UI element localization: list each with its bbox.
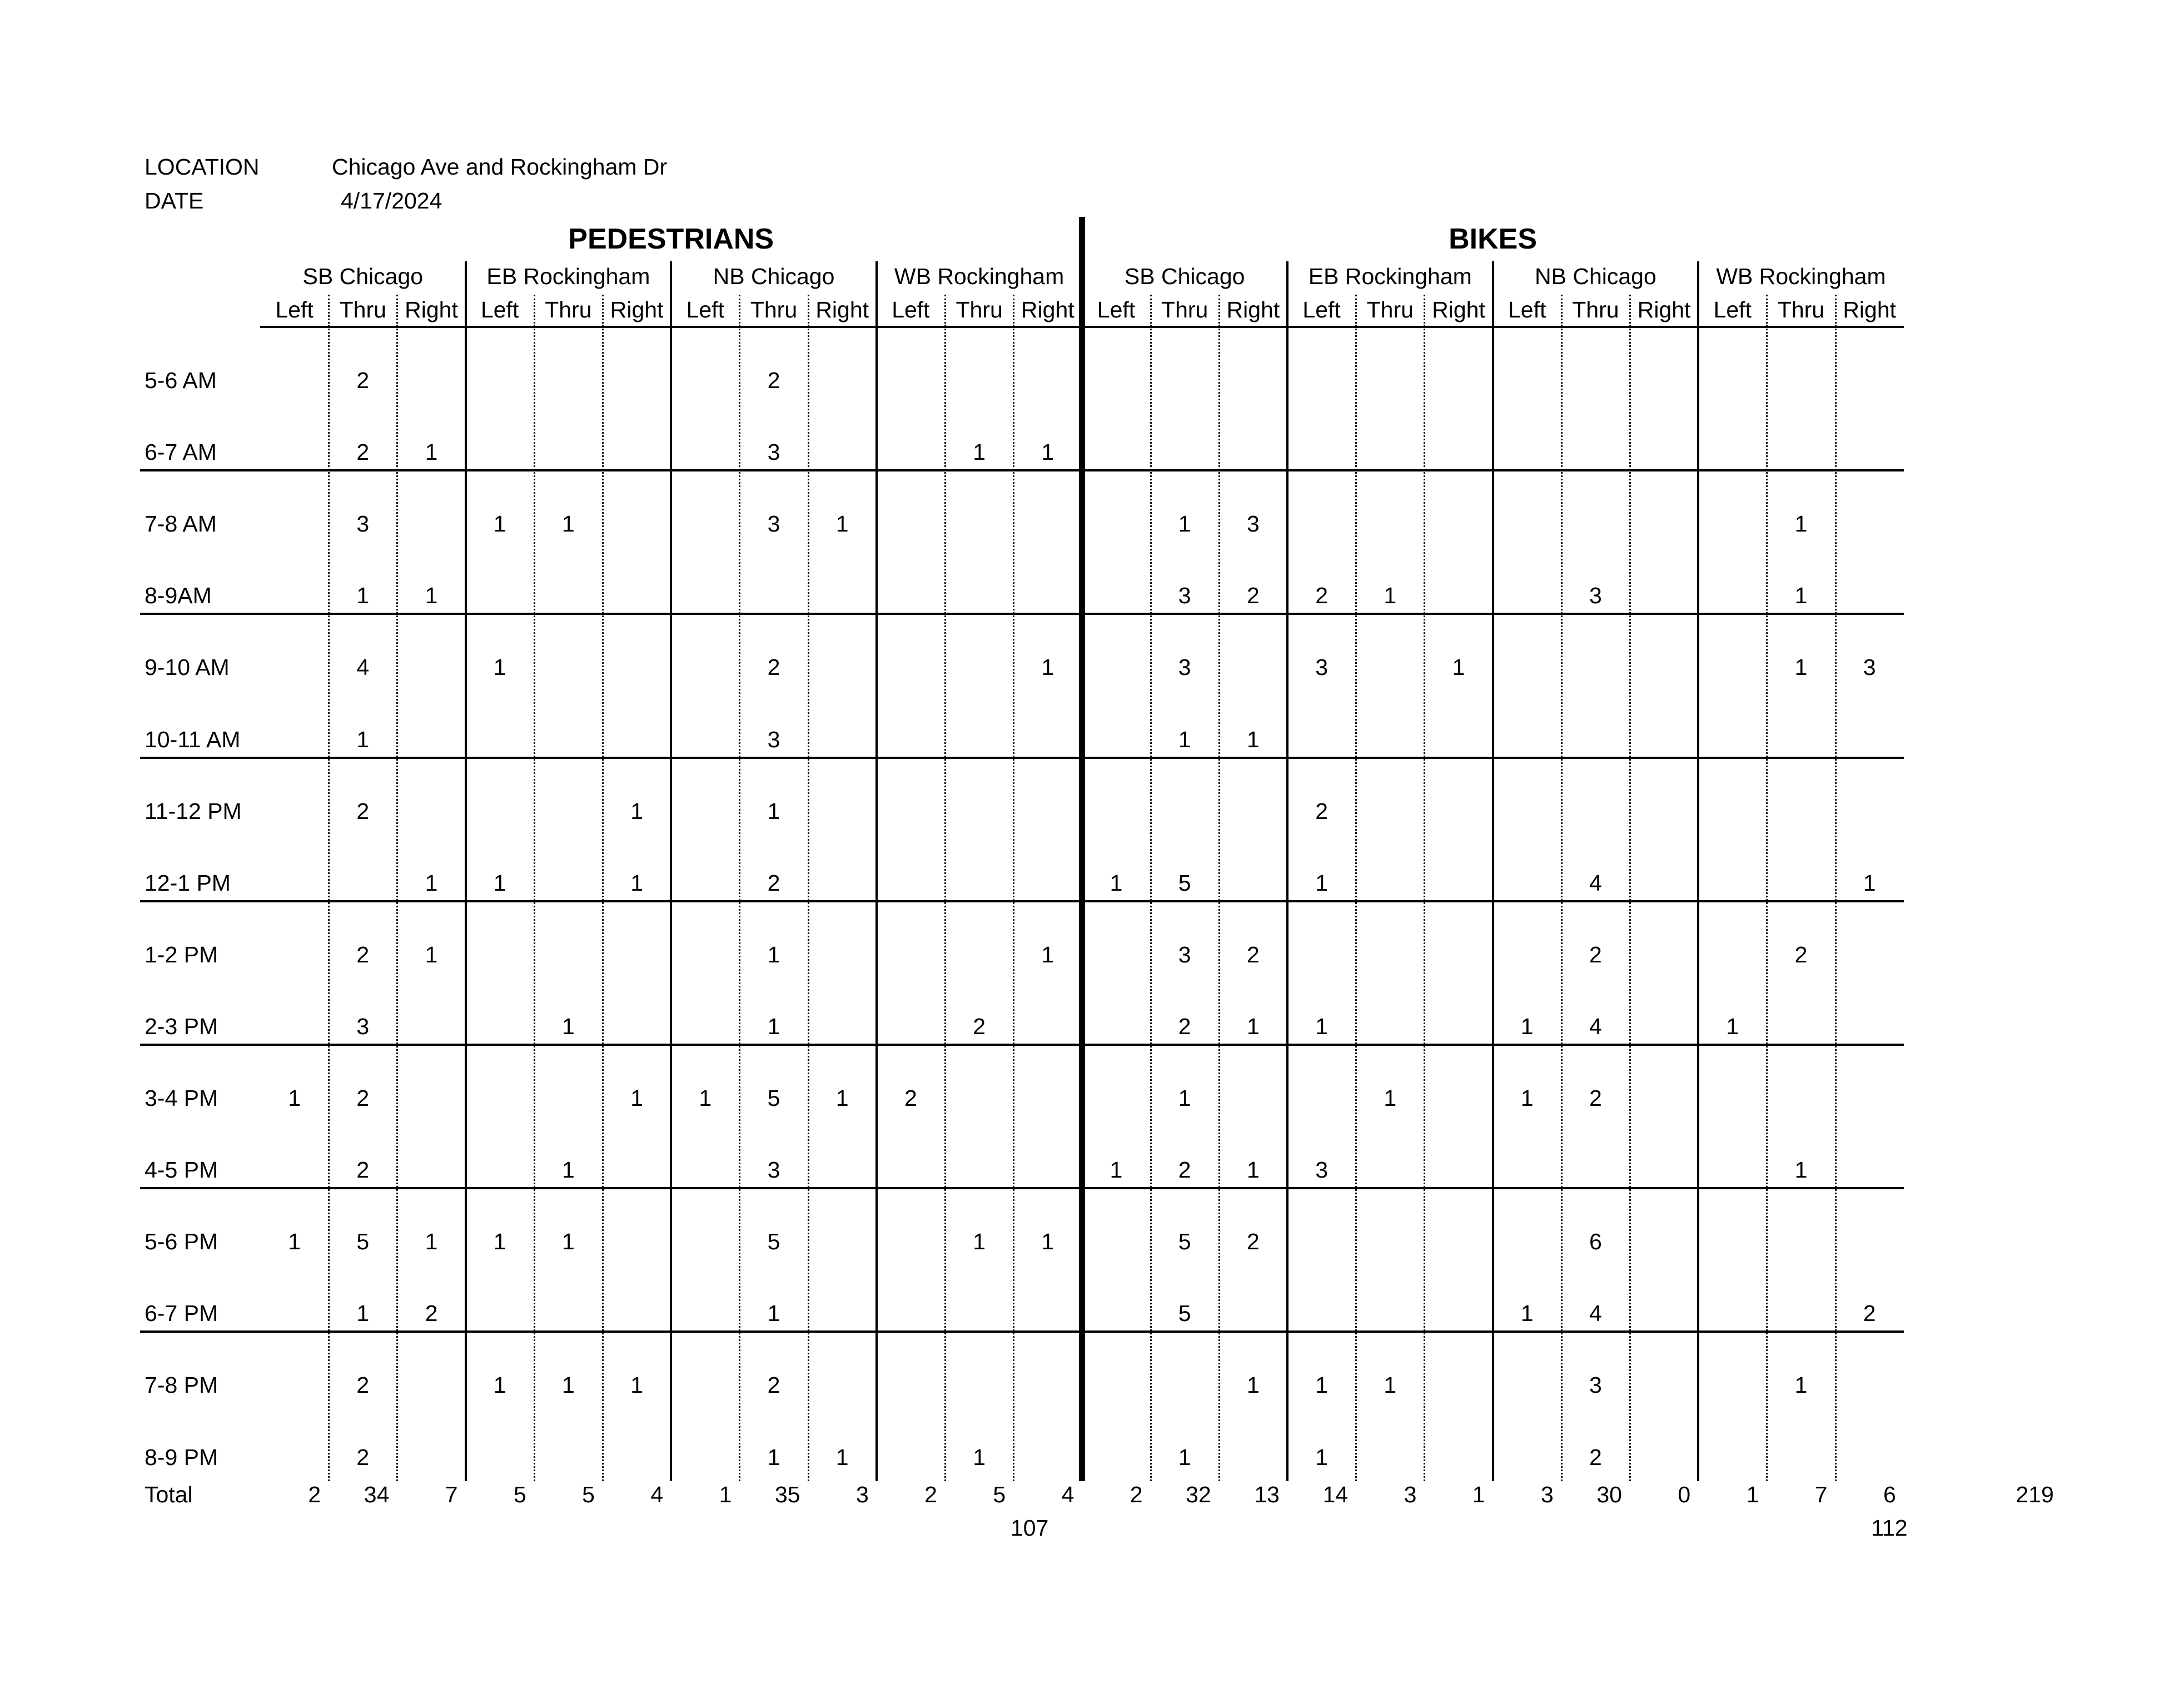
- time-period-label: 4-5 PM: [145, 1157, 218, 1183]
- count-cell: 1: [356, 1300, 370, 1327]
- count-cell: 3: [1863, 654, 1876, 681]
- movement-header: Thru: [1161, 297, 1208, 322]
- count-cell: 3: [1246, 511, 1260, 537]
- count-cell: 1: [1041, 439, 1054, 465]
- movement-header: Left: [1302, 297, 1341, 322]
- time-period-label: 12-1 PM: [145, 870, 231, 896]
- count-cell: 4: [356, 654, 370, 681]
- count-cell: 1: [493, 511, 506, 537]
- count-cell: 1: [1384, 583, 1397, 609]
- count-cell: 3: [356, 1013, 370, 1039]
- total-cell: 6: [1883, 1482, 1896, 1507]
- movement-header: Left: [892, 297, 930, 322]
- count-cell: 1: [1110, 870, 1123, 896]
- count-cell: 1: [1384, 1085, 1397, 1111]
- count-cell: 1: [973, 439, 986, 465]
- direction-header: WB Rockingham: [1716, 264, 1886, 289]
- time-period-label: 5-6 AM: [145, 368, 217, 393]
- count-cell: 1: [1794, 654, 1808, 681]
- count-cell: 2: [425, 1300, 438, 1327]
- total-cell: 1: [719, 1482, 732, 1507]
- total-cell: 2: [308, 1482, 321, 1507]
- count-cell: 1: [1246, 1013, 1260, 1039]
- count-cell: 1: [1041, 654, 1054, 681]
- count-cell: 1: [561, 511, 575, 537]
- movement-header: Left: [480, 297, 519, 322]
- count-cell: 1: [630, 1372, 643, 1398]
- time-period-label: 5-6 PM: [145, 1229, 218, 1255]
- time-period-label: 7-8 AM: [145, 511, 217, 537]
- total-cell: 13: [1254, 1482, 1280, 1507]
- count-cell: 2: [356, 798, 370, 824]
- count-cell: 1: [1794, 1157, 1808, 1183]
- movement-header: Right: [1021, 297, 1074, 322]
- count-cell: 2: [767, 368, 780, 393]
- direction-header: SB Chicago: [302, 264, 424, 289]
- count-cell: 2: [1178, 1157, 1191, 1183]
- location-value: Chicago Ave and Rockingham Dr: [332, 154, 668, 180]
- count-cell: 1: [767, 1013, 780, 1039]
- count-cell: 3: [356, 511, 370, 537]
- count-cell: 1: [973, 1444, 986, 1470]
- count-cell: 1: [493, 1372, 506, 1398]
- count-cell: 2: [356, 941, 370, 967]
- time-period-label: 8-9 PM: [145, 1444, 218, 1470]
- direction-header: SB Chicago: [1124, 264, 1245, 289]
- direction-divider: [1492, 261, 1494, 1481]
- count-cell: 2: [767, 1372, 780, 1398]
- count-cell: 1: [356, 583, 370, 609]
- count-cell: 1: [1315, 1444, 1328, 1470]
- period-rule: [140, 900, 1904, 902]
- direction-header: NB Chicago: [1535, 264, 1656, 289]
- movement-header: Thru: [956, 297, 1003, 322]
- count-cell: 1: [1794, 511, 1808, 537]
- count-cell: 1: [630, 798, 643, 824]
- group-divider: [1079, 217, 1085, 1481]
- movement-header: Left: [1713, 297, 1752, 322]
- count-cell: 1: [1246, 1372, 1260, 1398]
- count-cell: 1: [1794, 583, 1808, 609]
- count-cell: 3: [1315, 1157, 1328, 1183]
- count-cell: 1: [1178, 726, 1191, 752]
- grand-total: 219: [2016, 1482, 2054, 1507]
- count-cell: 3: [1589, 1372, 1602, 1398]
- count-cell: 2: [1178, 1013, 1191, 1039]
- total-cell: 2: [1130, 1482, 1143, 1507]
- total-cell: 4: [650, 1482, 664, 1507]
- movement-header: Left: [1508, 297, 1546, 322]
- count-cell: 5: [1178, 1300, 1191, 1327]
- count-cell: 1: [561, 1372, 575, 1398]
- count-cell: 1: [425, 941, 438, 967]
- time-period-label: 11-12 PM: [145, 798, 242, 824]
- period-rule: [140, 757, 1904, 759]
- count-cell: 1: [1863, 870, 1876, 896]
- count-cell: 2: [356, 1157, 370, 1183]
- movement-header: Thru: [339, 297, 386, 322]
- period-rule: [140, 469, 1904, 471]
- movement-header: Thru: [1777, 297, 1825, 322]
- count-cell: 1: [1794, 1372, 1808, 1398]
- count-cell: 5: [1178, 1229, 1191, 1255]
- count-cell: 4: [1589, 1300, 1602, 1327]
- count-cell: 1: [1726, 1013, 1739, 1039]
- count-cell: 2: [767, 654, 780, 681]
- count-cell: 3: [1315, 654, 1328, 681]
- count-cell: 1: [493, 654, 506, 681]
- count-cell: 1: [835, 1085, 849, 1111]
- count-cell: 3: [1178, 941, 1191, 967]
- direction-header: EB Rockingham: [486, 264, 650, 289]
- pedestrians-total: 107: [1010, 1515, 1049, 1541]
- count-cell: 1: [1110, 1157, 1123, 1183]
- total-cell: 30: [1596, 1482, 1622, 1507]
- movement-header: Thru: [750, 297, 798, 322]
- total-cell: 35: [774, 1482, 800, 1507]
- movement-header: Right: [1843, 297, 1897, 322]
- count-cell: 1: [1520, 1300, 1534, 1327]
- count-cell: 2: [1246, 583, 1260, 609]
- count-cell: 2: [356, 368, 370, 393]
- movement-divider: [1013, 295, 1014, 1481]
- total-cell: 1: [1472, 1482, 1485, 1507]
- count-cell: 1: [425, 439, 438, 465]
- count-cell: 1: [1178, 1085, 1191, 1111]
- movement-header: Left: [275, 297, 314, 322]
- count-cell: 2: [1589, 1085, 1602, 1111]
- count-cell: 1: [973, 1229, 986, 1255]
- count-cell: 5: [1178, 870, 1191, 896]
- total-cell: 32: [1186, 1482, 1211, 1507]
- total-cell: 7: [1814, 1482, 1828, 1507]
- count-cell: 1: [493, 870, 506, 896]
- count-cell: 2: [1589, 941, 1602, 967]
- count-cell: 2: [356, 1085, 370, 1111]
- movement-header: Right: [610, 297, 664, 322]
- direction-header: WB Rockingham: [894, 264, 1064, 289]
- direction-divider: [875, 261, 878, 1481]
- movement-header: Right: [1226, 297, 1280, 322]
- count-cell: 3: [1178, 583, 1191, 609]
- count-cell: 1: [425, 1229, 438, 1255]
- total-cell: 3: [855, 1482, 869, 1507]
- total-cell: 14: [1322, 1482, 1349, 1507]
- count-cell: 1: [1384, 1372, 1397, 1398]
- count-cell: 2: [356, 1444, 370, 1470]
- count-cell: 2: [1246, 1229, 1260, 1255]
- count-cell: 3: [767, 511, 780, 537]
- movement-header: Left: [686, 297, 724, 322]
- time-period-label: 1-2 PM: [145, 941, 218, 967]
- period-rule: [140, 1187, 1904, 1189]
- direction-divider: [1697, 261, 1699, 1481]
- direction-header: EB Rockingham: [1308, 264, 1472, 289]
- period-rule: [140, 1044, 1904, 1046]
- count-cell: 1: [1246, 1157, 1260, 1183]
- count-cell: 1: [835, 511, 849, 537]
- time-period-label: 9-10 AM: [145, 654, 230, 681]
- count-cell: 1: [1041, 941, 1054, 967]
- count-cell: 2: [1589, 1444, 1602, 1470]
- count-cell: 1: [1315, 870, 1328, 896]
- count-cell: 1: [1452, 654, 1465, 681]
- movement-header: Thru: [1572, 297, 1619, 322]
- count-cell: 3: [767, 439, 780, 465]
- count-cell: 1: [767, 1444, 780, 1470]
- count-cell: 3: [1589, 583, 1602, 609]
- total-cell: 3: [1540, 1482, 1554, 1507]
- count-cell: 1: [1315, 1013, 1328, 1039]
- time-period-label: 6-7 PM: [145, 1300, 218, 1327]
- period-rule: [140, 613, 1904, 615]
- count-cell: 6: [1589, 1229, 1602, 1255]
- movement-header: Left: [1097, 297, 1136, 322]
- date-value: 4/17/2024: [341, 188, 442, 214]
- count-cell: 1: [561, 1013, 575, 1039]
- count-cell: 1: [1178, 1444, 1191, 1470]
- count-cell: 1: [1520, 1013, 1534, 1039]
- count-cell: 1: [561, 1157, 575, 1183]
- movement-header: Thru: [1366, 297, 1414, 322]
- total-cell: 4: [1061, 1482, 1074, 1507]
- total-cell: 3: [1404, 1482, 1417, 1507]
- time-period-label: 8-9AM: [145, 583, 212, 609]
- count-cell: 2: [1863, 1300, 1876, 1327]
- time-period-label: 3-4 PM: [145, 1085, 218, 1111]
- count-cell: 1: [1246, 726, 1260, 752]
- movement-header: Right: [1637, 297, 1691, 322]
- count-cell: 2: [904, 1085, 917, 1111]
- count-cell: 2: [1315, 583, 1328, 609]
- count-cell: 1: [767, 798, 780, 824]
- count-cell: 4: [1589, 870, 1602, 896]
- movement-header: Right: [815, 297, 869, 322]
- direction-header: NB Chicago: [713, 264, 835, 289]
- movement-header: Right: [405, 297, 458, 322]
- bikes-total: 112: [1871, 1515, 1908, 1541]
- movement-header: Right: [1432, 297, 1485, 322]
- count-cell: 1: [1520, 1085, 1534, 1111]
- count-cell: 2: [767, 870, 780, 896]
- count-cell: 2: [1315, 798, 1328, 824]
- count-cell: 1: [1041, 1229, 1054, 1255]
- total-cell: 5: [582, 1482, 595, 1507]
- total-cell: 5: [513, 1482, 526, 1507]
- count-cell: 3: [1178, 654, 1191, 681]
- count-cell: 1: [288, 1085, 301, 1111]
- count-cell: 2: [1246, 941, 1260, 967]
- count-cell: 5: [767, 1229, 780, 1255]
- location-label: LOCATION: [145, 154, 260, 180]
- count-cell: 1: [767, 1300, 780, 1327]
- total-cell: 5: [993, 1482, 1006, 1507]
- count-cell: 5: [356, 1229, 370, 1255]
- count-cell: 1: [425, 583, 438, 609]
- time-period-label: 2-3 PM: [145, 1013, 218, 1039]
- total-label: Total: [145, 1482, 193, 1507]
- count-cell: 3: [767, 1157, 780, 1183]
- movement-divider: [944, 295, 946, 1481]
- total-cell: 7: [445, 1482, 458, 1507]
- period-rule: [140, 1330, 1904, 1333]
- count-cell: 1: [630, 1085, 643, 1111]
- time-period-label: 10-11 AM: [145, 726, 241, 752]
- count-cell: 2: [1794, 941, 1808, 967]
- time-period-label: 6-7 AM: [145, 439, 217, 465]
- count-cell: 1: [288, 1229, 301, 1255]
- date-label: DATE: [145, 188, 204, 214]
- count-cell: 2: [973, 1013, 986, 1039]
- count-cell: 1: [493, 1229, 506, 1255]
- total-cell: 34: [364, 1482, 390, 1507]
- count-cell: 1: [630, 870, 643, 896]
- group-title-pedestrians: PEDESTRIANS: [568, 223, 774, 255]
- movement-divider: [1424, 295, 1425, 1481]
- count-cell: 1: [561, 1229, 575, 1255]
- count-cell: 1: [356, 726, 370, 752]
- count-cell: 2: [356, 1372, 370, 1398]
- count-cell: 1: [1315, 1372, 1328, 1398]
- group-title-bikes: BIKES: [1449, 223, 1538, 255]
- count-cell: 5: [767, 1085, 780, 1111]
- count-cell: 1: [699, 1085, 712, 1111]
- total-cell: 0: [1678, 1482, 1691, 1507]
- count-cell: 4: [1589, 1013, 1602, 1039]
- total-cell: 2: [924, 1482, 937, 1507]
- count-cell: 1: [767, 941, 780, 967]
- count-cell: 1: [1178, 511, 1191, 537]
- count-cell: 1: [425, 870, 438, 896]
- count-cell: 1: [835, 1444, 849, 1470]
- movement-header: Thru: [545, 297, 592, 322]
- count-cell: 2: [356, 439, 370, 465]
- count-cell: 3: [767, 726, 780, 752]
- total-cell: 1: [1746, 1482, 1759, 1507]
- time-period-label: 7-8 PM: [145, 1372, 218, 1398]
- movement-divider: [1766, 295, 1768, 1481]
